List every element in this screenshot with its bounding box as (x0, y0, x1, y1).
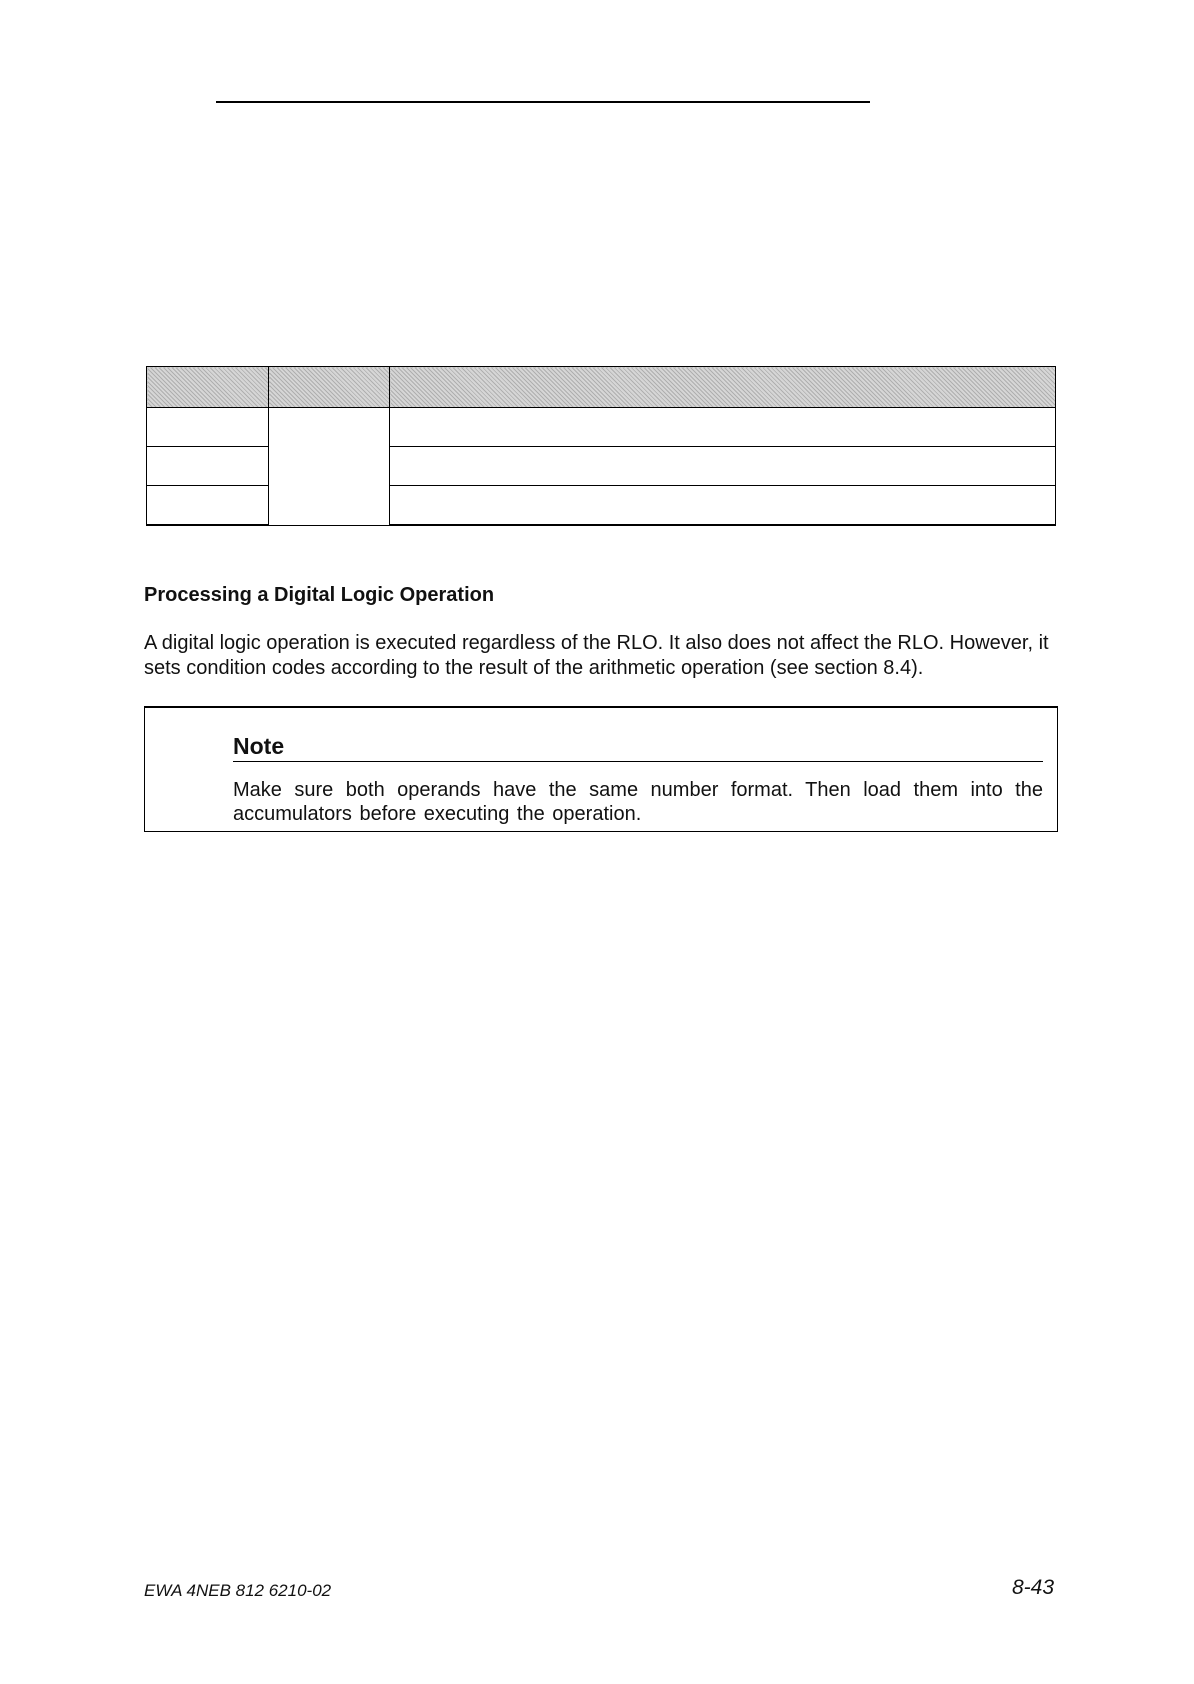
table-header-cell (269, 367, 390, 408)
operations-table (146, 366, 1056, 526)
note-title: Note (233, 733, 1043, 762)
table-cell (147, 447, 269, 486)
header-rule (216, 101, 870, 103)
note-text: Make sure both operands have the same number format. Then load them into the accumulators before executing the operation. (233, 779, 1043, 825)
table-header-cell (390, 367, 1056, 408)
table-cell (390, 408, 1056, 447)
section-body-text: A digital logic operation is executed regardless of the RLO. It also does not affect the RLO. However, it sets condition codes according to the result of the arithmetic operation (see section 8.4). (144, 632, 1049, 679)
note-box (144, 706, 1058, 832)
table-header-cell (147, 367, 269, 408)
table-cell-merged (269, 408, 390, 526)
table-header-row (147, 367, 1056, 408)
table-cell (390, 447, 1056, 486)
table-cell (147, 408, 269, 447)
table-cell (147, 486, 269, 526)
footer-document-id: EWA 4NEB 812 6210-02 (144, 1581, 332, 1600)
section-heading: Processing a Digital Logic Operation (144, 584, 495, 606)
table-row (147, 408, 1056, 447)
table-cell (390, 486, 1056, 526)
footer-page-number: 8-43 (1012, 1576, 1055, 1599)
